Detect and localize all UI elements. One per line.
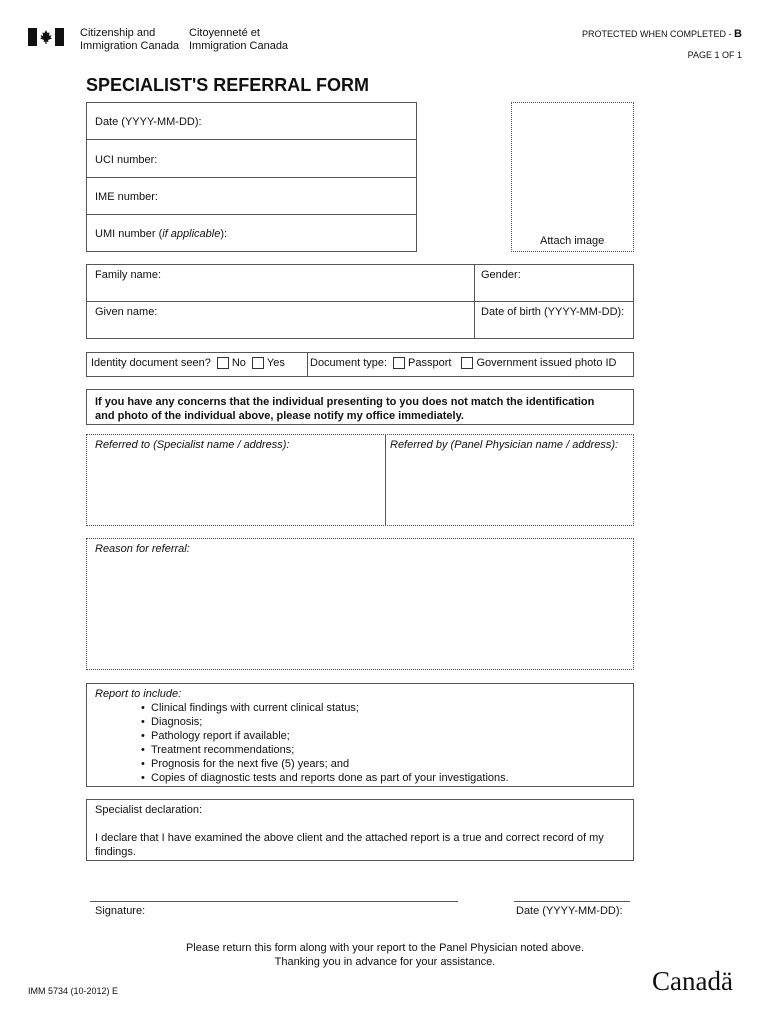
dept-fr-line2: Immigration Canada [189,40,289,52]
signature-label: Signature: [95,905,146,917]
photo-attach-area[interactable] [511,102,634,252]
specialist-declaration-box [86,799,634,861]
report-item: • Clinical findings with current clinical status; [141,701,633,715]
identity-seen-group [87,353,308,376]
referral-parties-box [86,434,634,526]
document-type-group [308,353,633,376]
referred-to-field[interactable] [87,435,386,525]
return-instructions [0,941,770,969]
protected-notice [582,28,742,40]
report-heading: Report to include: [95,688,182,700]
gender-label: Gender: [481,269,521,281]
identity-yes-checkbox[interactable] [252,357,264,369]
report-item: • Treatment recommendations; [141,743,633,757]
umi-label-prefix: UMI number ( [95,228,163,240]
government-id-checkbox[interactable] [461,357,473,369]
referred-by-field[interactable] [386,435,633,525]
notice-line2: and photo of the individual above, please notify my office immediately. [95,410,464,422]
canada-wordmark [652,966,733,997]
umi-label-italic: if applicable [162,228,221,240]
ime-number-field[interactable] [87,178,416,215]
reason-label: Reason for referral: [95,543,190,555]
date-of-birth-field[interactable] [475,302,633,338]
identity-yes-label: Yes [266,357,285,369]
report-item: • Prognosis for the next five (5) years; and [141,757,633,771]
date-field[interactable] [87,103,416,140]
referred-by-label: Referred by (Panel Physician name / address): [390,439,619,451]
form-title: SPECIALIST'S REFERRAL FORM [86,75,369,95]
attach-image-label: Attach image [540,235,605,247]
declaration-line2: findings. [95,846,136,858]
document-type-label: Document type: [310,357,388,369]
government-id-label: Government issued photo ID [476,357,617,369]
gender-field[interactable] [475,265,633,302]
passport-label: Passport [408,357,452,369]
personal-info-box [86,264,634,339]
notice-line1: If you have any concerns that the individual presenting to you does not match the identification [95,396,595,408]
date-label: Date (YYYY-MM-DD): [95,116,202,128]
page-indicator: PAGE 1 OF 1 [687,50,742,60]
signature-date-label: Date (YYYY-MM-DD): [516,905,623,917]
id-numbers-box [86,102,417,252]
report-requirements-box [86,683,634,787]
uci-number-field[interactable] [87,140,416,178]
given-name-label: Given name: [95,306,158,318]
umi-label [95,228,227,240]
report-items-list [141,701,633,785]
signature-field[interactable] [90,901,458,917]
declaration-heading: Specialist declaration: [95,804,203,816]
report-item: • Copies of diagnostic tests and reports done as part of your investigations. [141,771,633,785]
given-name-field[interactable] [87,302,475,338]
protected-label: PROTECTED WHEN COMPLETED - [582,29,735,39]
dob-label: Date of birth (YYYY-MM-DD): [481,306,625,318]
canada-wordmark-text: Canadä [652,966,733,996]
return-line1: Please return this form along with your report to the Panel Physician noted above. [185,942,585,954]
dept-fr-line1: Citoyenneté et [189,27,260,39]
declaration-line1: I declare that I have examined the above client and the attached report is a true and correct record of my [95,832,604,844]
protected-level: B [734,28,742,40]
passport-checkbox[interactable] [393,357,405,369]
umi-number-field[interactable] [87,215,416,251]
uci-label: UCI number: [95,154,158,166]
signature-date-field[interactable] [514,901,630,917]
canada-flag-icon [28,28,64,46]
family-name-field[interactable] [87,265,475,302]
dept-en-line1: Citizenship and [80,27,156,39]
identity-no-label: No [231,357,246,369]
report-item: • Diagnosis; [141,715,633,729]
ime-label: IME number: [95,191,158,203]
referred-to-label: Referred to (Specialist name / address): [95,439,290,451]
identity-document-row [86,352,634,377]
department-name-english [80,27,179,53]
reason-for-referral-field[interactable] [86,538,634,670]
department-name-french [189,27,288,53]
dept-en-line2: Immigration Canada [80,40,180,52]
family-name-label: Family name: [95,269,162,281]
identity-concern-notice [86,389,634,425]
umi-label-suffix: ): [220,228,228,240]
return-line2: Thanking you in advance for your assistance. [274,956,496,968]
form-number: IMM 5734 (10-2012) E [28,986,119,996]
identity-no-checkbox[interactable] [217,357,229,369]
identity-seen-label: Identity document seen? [91,357,211,369]
report-item: • Pathology report if available; [141,729,633,743]
